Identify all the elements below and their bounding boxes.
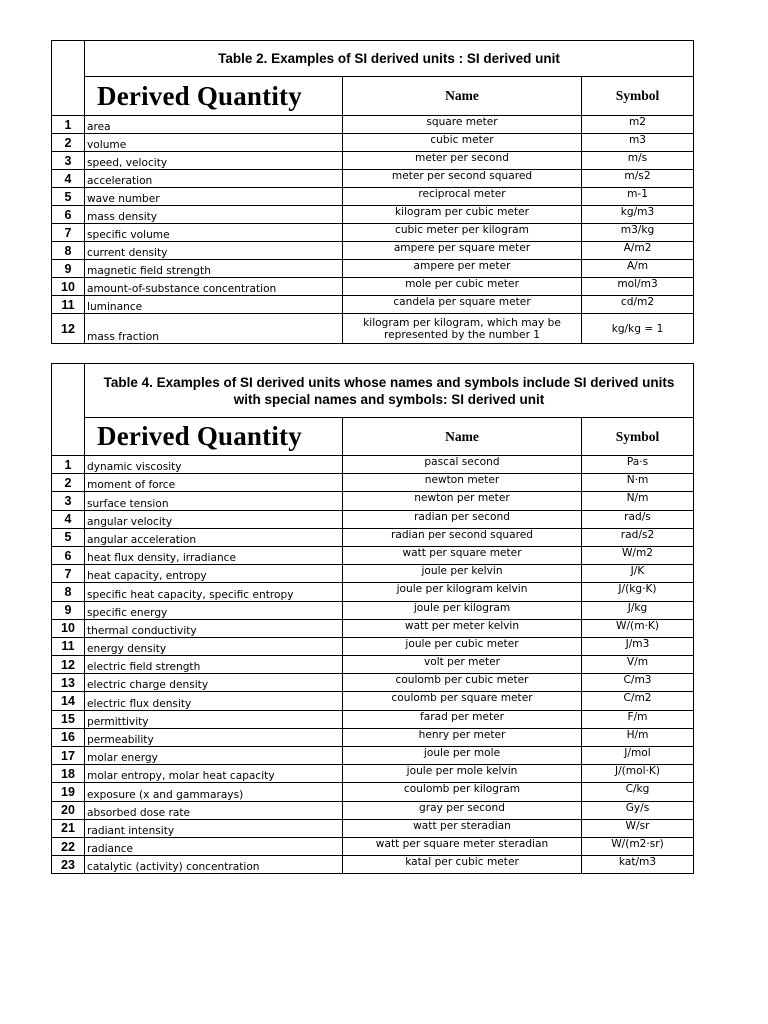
row-number: 7 xyxy=(52,565,85,583)
derived-quantity-cell: exposure (x and gammarays) xyxy=(85,783,343,801)
table-row xyxy=(52,296,694,314)
unit-name-cell: pascal second xyxy=(343,456,582,474)
table-row xyxy=(52,188,694,206)
unit-name-cell: meter per second xyxy=(343,152,582,170)
row-number: 3 xyxy=(52,152,85,170)
derived-quantity-cell: heat flux density, irradiance xyxy=(85,546,343,564)
table-row xyxy=(52,242,694,260)
unit-symbol-cell: W/(m·K) xyxy=(582,619,694,637)
derived-quantity-cell: specific volume xyxy=(85,224,343,242)
unit-name-cell: joule per cubic meter xyxy=(343,637,582,655)
derived-quantity-cell: dynamic viscosity xyxy=(85,456,343,474)
unit-name-cell: volt per meter xyxy=(343,656,582,674)
unit-symbol-cell: C/m3 xyxy=(582,674,694,692)
row-number: 9 xyxy=(52,601,85,619)
derived-quantity-cell: angular velocity xyxy=(85,510,343,528)
table-row xyxy=(52,783,694,801)
row-number: 18 xyxy=(52,765,85,783)
derived-quantity-cell: heat capacity, entropy xyxy=(85,565,343,583)
derived-quantity-cell: acceleration xyxy=(85,170,343,188)
unit-name-cell: mole per cubic meter xyxy=(343,278,582,296)
unit-name-cell: gray per second xyxy=(343,801,582,819)
derived-quantity-cell: magnetic field strength xyxy=(85,260,343,278)
row-number: 4 xyxy=(52,170,85,188)
table-row xyxy=(52,692,694,710)
unit-name-cell: square meter xyxy=(343,116,582,134)
unit-name-cell: cubic meter per kilogram xyxy=(343,224,582,242)
table-row xyxy=(52,546,694,564)
derived-quantity-cell: speed, velocity xyxy=(85,152,343,170)
table-row xyxy=(52,206,694,224)
row-number: 12 xyxy=(52,656,85,674)
table-row xyxy=(52,674,694,692)
table-caption: Table 4. Examples of SI derived units whose names and symbols include SI derived units with special names and symbols: SI derived unit xyxy=(85,364,694,418)
table-row xyxy=(52,510,694,528)
unit-symbol-cell: kg/kg = 1 xyxy=(582,314,694,344)
symbol-column-header: Symbol xyxy=(582,418,694,456)
unit-name-cell: reciprocal meter xyxy=(343,188,582,206)
unit-symbol-cell: N/m xyxy=(582,492,694,510)
unit-symbol-cell: C/m2 xyxy=(582,692,694,710)
unit-symbol-cell: J/mol xyxy=(582,747,694,765)
table-row xyxy=(52,765,694,783)
unit-symbol-cell: kg/m3 xyxy=(582,206,694,224)
unit-symbol-cell: H/m xyxy=(582,728,694,746)
header-corner-cell xyxy=(52,364,85,456)
row-number: 1 xyxy=(52,456,85,474)
row-number: 5 xyxy=(52,528,85,546)
derived-quantity-cell: luminance xyxy=(85,296,343,314)
derived-quantity-cell: mass fraction xyxy=(85,314,343,344)
unit-symbol-cell: J/kg xyxy=(582,601,694,619)
derived-quantity-header: Derived Quantity xyxy=(85,418,343,456)
unit-symbol-cell: W/(m2·sr) xyxy=(582,837,694,855)
table-row xyxy=(52,492,694,510)
derived-quantity-cell: absorbed dose rate xyxy=(85,801,343,819)
row-number: 7 xyxy=(52,224,85,242)
unit-name-cell: joule per kelvin xyxy=(343,565,582,583)
row-number: 6 xyxy=(52,546,85,564)
name-column-header: Name xyxy=(343,77,582,116)
unit-symbol-cell: Pa·s xyxy=(582,456,694,474)
row-number: 1 xyxy=(52,116,85,134)
unit-symbol-cell: m3 xyxy=(582,134,694,152)
derived-quantity-cell: molar entropy, molar heat capacity xyxy=(85,765,343,783)
table-row xyxy=(52,747,694,765)
table-row xyxy=(52,619,694,637)
table-row xyxy=(52,116,694,134)
derived-quantity-cell: wave number xyxy=(85,188,343,206)
unit-symbol-cell: mol/m3 xyxy=(582,278,694,296)
derived-quantity-cell: thermal conductivity xyxy=(85,619,343,637)
row-number: 14 xyxy=(52,692,85,710)
row-number: 9 xyxy=(52,260,85,278)
derived-quantity-cell: specific energy xyxy=(85,601,343,619)
table-row xyxy=(52,152,694,170)
derived-quantity-cell: molar energy xyxy=(85,747,343,765)
si-derived-units-table-2 xyxy=(51,40,694,344)
unit-symbol-cell: rad/s2 xyxy=(582,528,694,546)
unit-symbol-cell: m/s xyxy=(582,152,694,170)
unit-name-cell: watt per meter kelvin xyxy=(343,619,582,637)
row-number: 21 xyxy=(52,819,85,837)
row-number: 3 xyxy=(52,492,85,510)
derived-quantity-cell: surface tension xyxy=(85,492,343,510)
unit-name-cell: joule per mole kelvin xyxy=(343,765,582,783)
row-number: 22 xyxy=(52,837,85,855)
unit-name-cell: watt per square meter xyxy=(343,546,582,564)
derived-quantity-cell: electric field strength xyxy=(85,656,343,674)
derived-quantity-cell: catalytic (activity) concentration xyxy=(85,856,343,874)
table-row xyxy=(52,224,694,242)
row-number: 20 xyxy=(52,801,85,819)
table-row xyxy=(52,583,694,601)
row-number: 6 xyxy=(52,206,85,224)
table-row xyxy=(52,601,694,619)
unit-name-cell: meter per second squared xyxy=(343,170,582,188)
derived-quantity-cell: amount-of-substance concentration xyxy=(85,278,343,296)
table-caption: Table 2. Examples of SI derived units : SI derived unit xyxy=(85,41,694,77)
derived-quantity-cell: moment of force xyxy=(85,474,343,492)
unit-name-cell: watt per steradian xyxy=(343,819,582,837)
unit-name-cell: radian per second squared xyxy=(343,528,582,546)
unit-name-cell: ampere per square meter xyxy=(343,242,582,260)
row-number: 16 xyxy=(52,728,85,746)
table-row xyxy=(52,565,694,583)
unit-name-cell: coulomb per square meter xyxy=(343,692,582,710)
unit-symbol-cell: W/m2 xyxy=(582,546,694,564)
row-number: 8 xyxy=(52,583,85,601)
header-corner-cell xyxy=(52,41,85,116)
unit-symbol-cell: A/m2 xyxy=(582,242,694,260)
unit-name-cell: coulomb per kilogram xyxy=(343,783,582,801)
unit-symbol-cell: J/(kg·K) xyxy=(582,583,694,601)
unit-symbol-cell: V/m xyxy=(582,656,694,674)
unit-name-cell: henry per meter xyxy=(343,728,582,746)
si-derived-units-table-4 xyxy=(51,363,694,874)
table-row xyxy=(52,801,694,819)
unit-symbol-cell: m/s2 xyxy=(582,170,694,188)
unit-symbol-cell: C/kg xyxy=(582,783,694,801)
row-number: 2 xyxy=(52,134,85,152)
row-number: 13 xyxy=(52,674,85,692)
unit-symbol-cell: kat/m3 xyxy=(582,856,694,874)
unit-name-cell: kilogram per cubic meter xyxy=(343,206,582,224)
unit-name-cell: cubic meter xyxy=(343,134,582,152)
row-number: 2 xyxy=(52,474,85,492)
row-number: 10 xyxy=(52,619,85,637)
unit-name-cell: farad per meter xyxy=(343,710,582,728)
unit-name-cell: radian per second xyxy=(343,510,582,528)
table-row xyxy=(52,856,694,874)
row-number: 4 xyxy=(52,510,85,528)
derived-quantity-cell: permeability xyxy=(85,728,343,746)
row-number: 11 xyxy=(52,637,85,655)
unit-name-cell: newton per meter xyxy=(343,492,582,510)
table-row xyxy=(52,134,694,152)
unit-symbol-cell: W/sr xyxy=(582,819,694,837)
derived-quantity-cell: angular acceleration xyxy=(85,528,343,546)
unit-symbol-cell: F/m xyxy=(582,710,694,728)
derived-quantity-cell: radiance xyxy=(85,837,343,855)
row-number: 10 xyxy=(52,278,85,296)
table-row xyxy=(52,637,694,655)
table-row xyxy=(52,528,694,546)
table-row xyxy=(52,456,694,474)
table-row xyxy=(52,837,694,855)
unit-name-cell: joule per mole xyxy=(343,747,582,765)
table-row xyxy=(52,656,694,674)
table-row xyxy=(52,474,694,492)
derived-quantity-cell: energy density xyxy=(85,637,343,655)
derived-quantity-cell: radiant intensity xyxy=(85,819,343,837)
row-number: 11 xyxy=(52,296,85,314)
unit-name-cell: watt per square meter steradian xyxy=(343,837,582,855)
derived-quantity-cell: volume xyxy=(85,134,343,152)
table-row xyxy=(52,819,694,837)
unit-symbol-cell: Gy/s xyxy=(582,801,694,819)
derived-quantity-cell: mass density xyxy=(85,206,343,224)
derived-quantity-cell: electric flux density xyxy=(85,692,343,710)
unit-name-cell: katal per cubic meter xyxy=(343,856,582,874)
derived-quantity-cell: electric charge density xyxy=(85,674,343,692)
table-row xyxy=(52,260,694,278)
table-row xyxy=(52,314,694,344)
unit-name-cell: candela per square meter xyxy=(343,296,582,314)
table-row xyxy=(52,278,694,296)
unit-name-cell: joule per kilogram kelvin xyxy=(343,583,582,601)
row-number: 8 xyxy=(52,242,85,260)
unit-symbol-cell: cd/m2 xyxy=(582,296,694,314)
unit-symbol-cell: N·m xyxy=(582,474,694,492)
derived-quantity-header: Derived Quantity xyxy=(85,77,343,116)
unit-symbol-cell: J/K xyxy=(582,565,694,583)
unit-symbol-cell: J/m3 xyxy=(582,637,694,655)
table-row xyxy=(52,710,694,728)
unit-name-cell: ampere per meter xyxy=(343,260,582,278)
table-row xyxy=(52,728,694,746)
unit-symbol-cell: rad/s xyxy=(582,510,694,528)
row-number: 23 xyxy=(52,856,85,874)
unit-symbol-cell: m3/kg xyxy=(582,224,694,242)
unit-name-cell: coulomb per cubic meter xyxy=(343,674,582,692)
derived-quantity-cell: specific heat capacity, specific entropy xyxy=(85,583,343,601)
unit-name-cell: newton meter xyxy=(343,474,582,492)
row-number: 15 xyxy=(52,710,85,728)
row-number: 17 xyxy=(52,747,85,765)
derived-quantity-cell: area xyxy=(85,116,343,134)
unit-symbol-cell: m-1 xyxy=(582,188,694,206)
row-number: 19 xyxy=(52,783,85,801)
unit-symbol-cell: A/m xyxy=(582,260,694,278)
symbol-column-header: Symbol xyxy=(582,77,694,116)
name-column-header: Name xyxy=(343,418,582,456)
row-number: 5 xyxy=(52,188,85,206)
unit-symbol-cell: m2 xyxy=(582,116,694,134)
unit-name-cell: kilogram per kilogram, which may be represented by the number 1 xyxy=(343,314,582,344)
derived-quantity-cell: permittivity xyxy=(85,710,343,728)
row-number: 12 xyxy=(52,314,85,344)
derived-quantity-cell: current density xyxy=(85,242,343,260)
table-row xyxy=(52,170,694,188)
unit-symbol-cell: J/(mol·K) xyxy=(582,765,694,783)
unit-name-cell: joule per kilogram xyxy=(343,601,582,619)
